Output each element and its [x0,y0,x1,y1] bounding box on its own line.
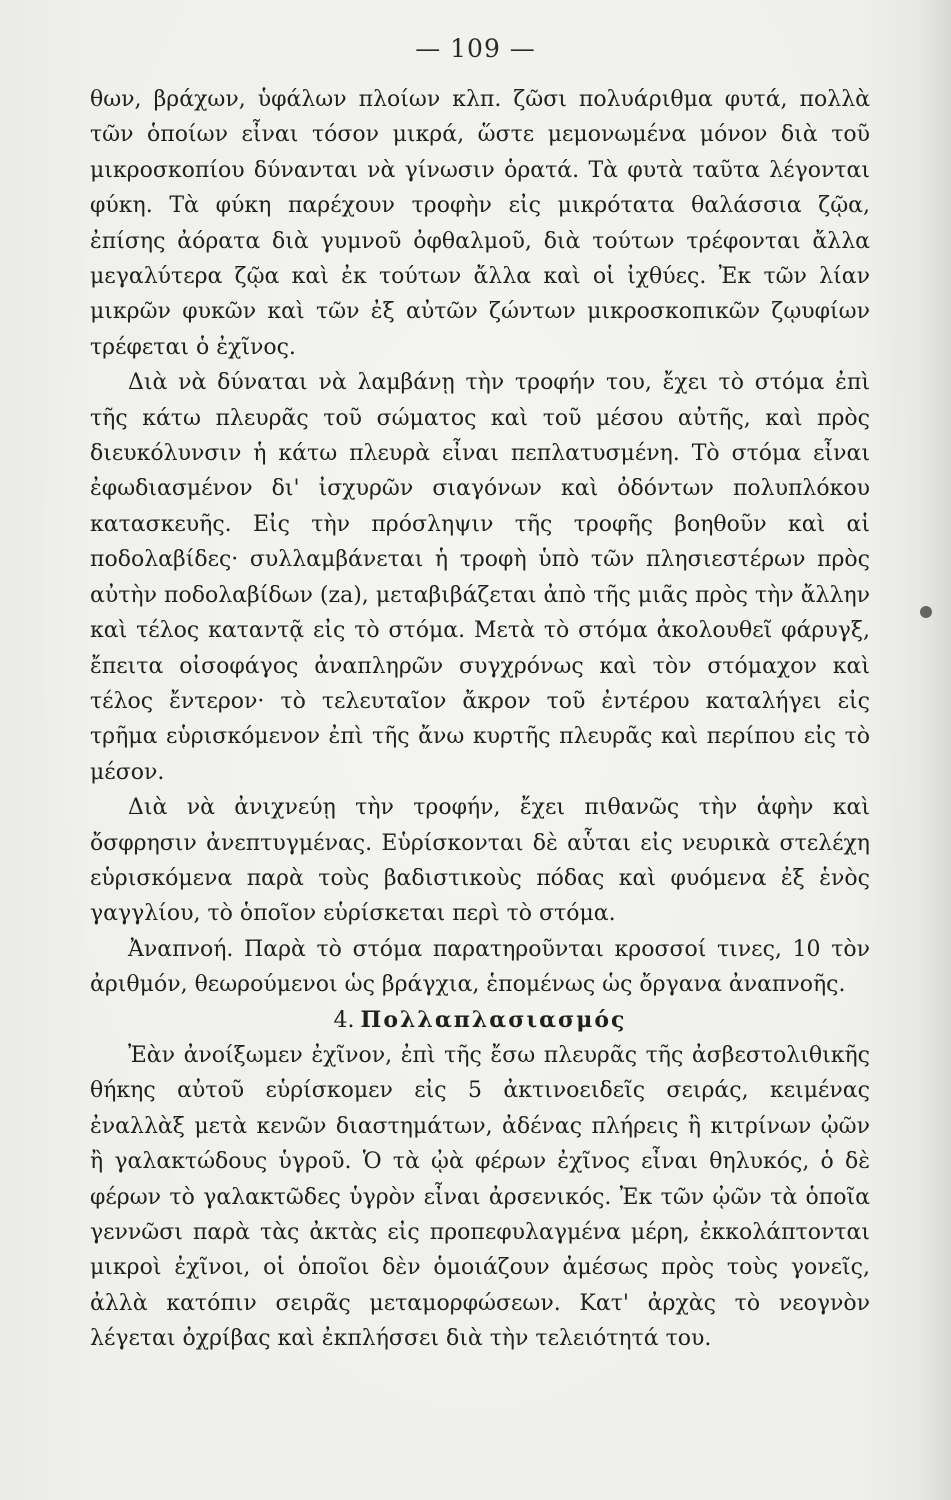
ink-speck [920,606,932,618]
page-edge-shadow [921,0,951,1500]
paragraph-algae: θων, βράχων, ὑφάλων πλοίων κλπ. ζῶσι πολυάριθμα φυτά, πολλὰ τῶν ὁποίων εἶναι τόσον μικρά, ὥστε μεμονωμένα μόνον διὰ τοῦ μικροσκοπίου δύνανται νὰ γίνωσιν ὁρατά. Τὰ φυτὰ ταῦτα λέγονται φύκη. Τὰ φύκη παρέχουν τροφὴν εἰς μικρότατα θαλάσσια ζῷα, ἐπίσης ἀόρατα διὰ γυμνοῦ ὀφθαλμοῦ, διὰ τούτων τρέφονται ἄλλα μεγαλύτερα ζῷα καὶ ἐκ τούτων ἄλλα καὶ οἱ ἰχθύες. Ἐκ τῶν λίαν μικρῶν φυκῶν καὶ τῶν ἐξ αὐτῶν ζώντων μικροσκοπικῶν ζῳυφίων τρέφεται ὁ ἐχῖνος. [90,87,870,360]
section-title: Πολλαπλασιασμός [360,1006,627,1033]
paragraph-reproduction: Ἐὰν ἀνοίξωμεν ἐχῖνον, ἐπὶ τῆς ἔσω πλευρᾶς τῆς ἀσβεστολιθικῆς θήκης αὐτοῦ εὑρίσκομεν εἰς 5 ἀκτινοειδεῖς σειράς, κειμένας ἐναλλὰξ μετὰ κενῶν διαστημάτων, ἀδένας πλήρεις ἢ κιτρίνων ᾠῶν ἢ γαλακτώδους ὑγροῦ. Ὁ τὰ ᾠὰ φέρων ἐχῖνος εἶναι θηλυκός, ὁ δὲ φέρων τὸ γαλακτῶδες ὑγρὸν εἶναι ἀρσενικός. Ἐκ τῶν ᾠῶν τὰ ὁποῖα γεννῶσι παρὰ τὰς ἀκτὰς εἰς προπεφυλαγμένα μέρη, ἐκκολάπτονται μικροὶ ἐχῖνοι, οἱ ὁποῖοι δὲν ὁμοιάζουν ἀμέσως πρὸς τοὺς γονεῖς, ἀλλὰ κατόπιν σειρᾶς μεταμορφώσεων. Κατ' ἀρχὰς τὸ νεογνὸν λέγεται ὀχρίβας καὶ ἐκπλήσσει διὰ τὴν τελειότητά του. [90,1042,870,1352]
body-text [90,82,870,1357]
section-heading [90,1003,870,1038]
paragraph-respiration: Ἀναπνοή. Παρὰ τὸ στόμα παρατηροῦνται κροσσοί τινες, 10 τὸν ἀριθμόν, θεωρούμενοι ὡς βράγχια, ἑπομένως ὡς ὄργανα ἀναπνοῆς. [90,936,870,998]
paragraph-senses: Διὰ νὰ ἀνιχνεύῃ τὴν τροφήν, ἔχει πιθανῶς τὴν ἁφὴν καὶ ὄσφρησιν ἀνεπτυγμένας. Εὑρίσκονται δὲ αὗται εἰς νευρικὰ στελέχη εὑρισκόμενα παρὰ τοὺς βαδιστικοὺς πόδας καὶ φυόμενα ἐξ ἑνὸς γαγγλίου, τὸ ὁποῖον εὑρίσκεται περὶ τὸ στόμα. [90,795,870,927]
paragraph-feeding: Διὰ νὰ δύναται νὰ λαμβάνῃ τὴν τροφήν του, ἔχει τὸ στόμα ἐπὶ τῆς κάτω πλευρᾶς τοῦ σώματος καὶ τοῦ μέσου αὐτῆς, καὶ πρὸς διευκόλυνσιν ἡ κάτω πλευρὰ εἶναι πεπλατυσμένη. Τὸ στόμα εἶναι ἐφωδιασμένον δι' ἰσχυρῶν σιαγόνων καὶ ὀδόντων πολυπλόκου κατασκευῆς. Εἰς τὴν πρόσληψιν τῆς τροφῆς βοηθοῦν καὶ αἱ ποδολαβίδες· συλλαμβάνεται ἡ τροφὴ ὑπὸ τῶν πλησιεστέρων πρὸς αὐτὴν ποδολαβίδων (za), μεταβιβάζεται ἀπὸ τῆς μιᾶς πρὸς τὴν ἄλλην καὶ τέλος καταντᾷ εἰς τὸ στόμα. Μετὰ τὸ στόμα ἀκολουθεῖ φάρυγξ, ἔπειτα οἰσοφάγος ἀναπληρῶν συγχρόνως καὶ τὸν στόμαχον καὶ τέλος ἔντερον· τὸ τελευταῖον ἄκρον τοῦ ἐντέρου καταλήγει εἰς τρῆμα εὑρισκόμενον ἐπὶ τῆς ἄνω κυρτῆς πλευρᾶς καὶ περίπου εἰς τὸ μέσον. [90,370,870,785]
page-number: — 109 — [415,34,536,63]
section-number: 4. [333,1007,355,1033]
